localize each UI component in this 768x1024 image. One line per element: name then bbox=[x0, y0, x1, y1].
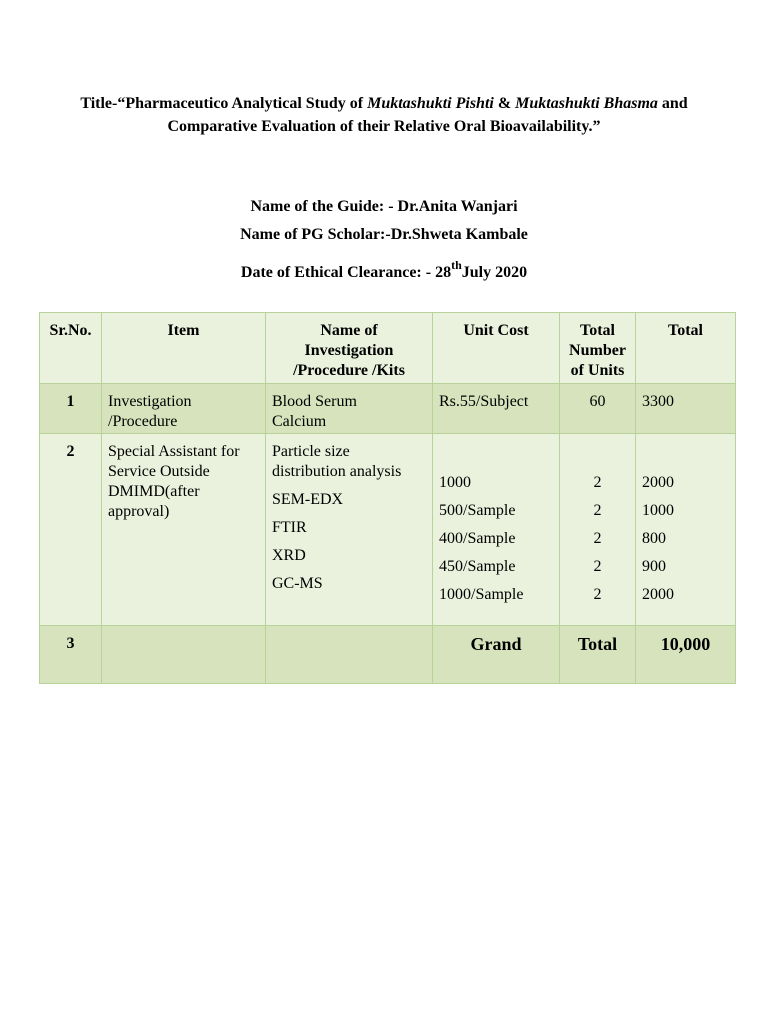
row2-totals bbox=[636, 434, 736, 626]
header-investigation-l3: /Procedure /Kits bbox=[293, 362, 405, 379]
table-row-grand-total bbox=[40, 626, 736, 684]
title-drug-1: Muktashukti Pishti bbox=[367, 95, 494, 112]
row2-units-2: 2 bbox=[593, 502, 602, 519]
row2-name-ftir: FTIR bbox=[272, 519, 307, 536]
row2-total-1: 2000 bbox=[642, 474, 674, 491]
header-units-l3: of Units bbox=[570, 362, 625, 379]
row2-item-l3: DMIMD(after bbox=[108, 483, 200, 500]
row2-cost-3: 400/Sample bbox=[439, 530, 516, 547]
row1-name-l2: Calcium bbox=[272, 413, 327, 430]
row3-item bbox=[102, 626, 266, 684]
scholar-name: Name of PG Scholar:-Dr.Shweta Kambale bbox=[240, 226, 528, 243]
header-investigation bbox=[266, 313, 433, 384]
header-units-l2: Number bbox=[569, 342, 626, 359]
row1-investigation bbox=[266, 384, 433, 434]
document-title bbox=[60, 92, 708, 138]
row2-total-5: 2000 bbox=[642, 586, 674, 603]
row2-item-l4: approval) bbox=[108, 503, 170, 520]
table-row bbox=[40, 434, 736, 626]
clearance-prefix: Date of Ethical Clearance: - 28 bbox=[240, 264, 452, 281]
header-srno: Sr.No. bbox=[40, 313, 102, 384]
row2-cost-1: 1000 bbox=[439, 474, 471, 491]
row2-investigations bbox=[266, 434, 433, 626]
row1-srno: 1 bbox=[40, 384, 102, 434]
ethical-clearance-date bbox=[0, 258, 768, 282]
row2-total-2: 1000 bbox=[642, 502, 674, 519]
row1-total: 3300 bbox=[636, 384, 736, 434]
row2-units-5: 2 bbox=[593, 586, 602, 603]
clearance-suffix: July 2020 bbox=[461, 264, 528, 281]
title-amp: & bbox=[493, 95, 516, 112]
row2-srno: 2 bbox=[40, 434, 102, 626]
budget-table bbox=[39, 312, 736, 684]
row1-item bbox=[102, 384, 266, 434]
row2-total-3: 800 bbox=[642, 530, 666, 547]
row1-unit-cost: Rs.55/Subject bbox=[433, 384, 560, 434]
row1-item-l2: /Procedure bbox=[108, 413, 178, 430]
row2-item bbox=[102, 434, 266, 626]
row2-name-sem-edx: SEM-EDX bbox=[272, 491, 344, 508]
title-prefix: Title-“Pharmaceutico Analytical Study of bbox=[80, 95, 368, 112]
header-item: Item bbox=[102, 313, 266, 384]
row1-item-l1: Investigation bbox=[108, 393, 192, 410]
row1-name-l1: Blood Serum bbox=[272, 393, 357, 410]
table-row bbox=[40, 384, 736, 434]
header-total: Total bbox=[636, 313, 736, 384]
row3-srno: 3 bbox=[40, 626, 102, 684]
header-total-units bbox=[560, 313, 636, 384]
row2-total-4: 900 bbox=[642, 558, 666, 575]
header-units-l1: Total bbox=[580, 322, 615, 339]
row2-cost-5: 1000/Sample bbox=[439, 586, 524, 603]
row2-units-3: 2 bbox=[593, 530, 602, 547]
header-investigation-l2: Investigation bbox=[304, 342, 394, 359]
row2-item-l2: Service Outside bbox=[108, 463, 210, 480]
row2-item-l1: Special Assistant for bbox=[108, 443, 240, 460]
total-label: Total bbox=[560, 626, 636, 684]
title-drug-2: Muktashukti Bhasma bbox=[515, 95, 658, 112]
row3-investigation bbox=[266, 626, 433, 684]
title-suffix: and Comparative Evaluation of their Relative Oral Bioavailability.” bbox=[167, 95, 688, 135]
row2-name-gc-ms: GC-MS bbox=[272, 575, 323, 592]
row2-units-1: 2 bbox=[593, 474, 602, 491]
guide-name: Name of the Guide: - Dr.Anita Wanjari bbox=[250, 198, 518, 215]
row2-cost-2: 500/Sample bbox=[439, 502, 516, 519]
row2-name-particle-l2: distribution analysis bbox=[272, 463, 402, 480]
row2-cost-4: 450/Sample bbox=[439, 558, 516, 575]
row2-unit-costs bbox=[433, 434, 560, 626]
row2-units bbox=[560, 434, 636, 626]
table-header-row bbox=[40, 313, 736, 384]
header-unit-cost: Unit Cost bbox=[433, 313, 560, 384]
header-investigation-l1: Name of bbox=[320, 322, 378, 339]
row2-name-xrd: XRD bbox=[272, 547, 306, 564]
row1-units: 60 bbox=[560, 384, 636, 434]
grand-total-value: 10,000 bbox=[636, 626, 736, 684]
grand-label: Grand bbox=[433, 626, 560, 684]
row2-units-4: 2 bbox=[593, 558, 602, 575]
row2-name-particle-l1: Particle size bbox=[272, 443, 350, 460]
clearance-sup: th bbox=[451, 258, 462, 272]
